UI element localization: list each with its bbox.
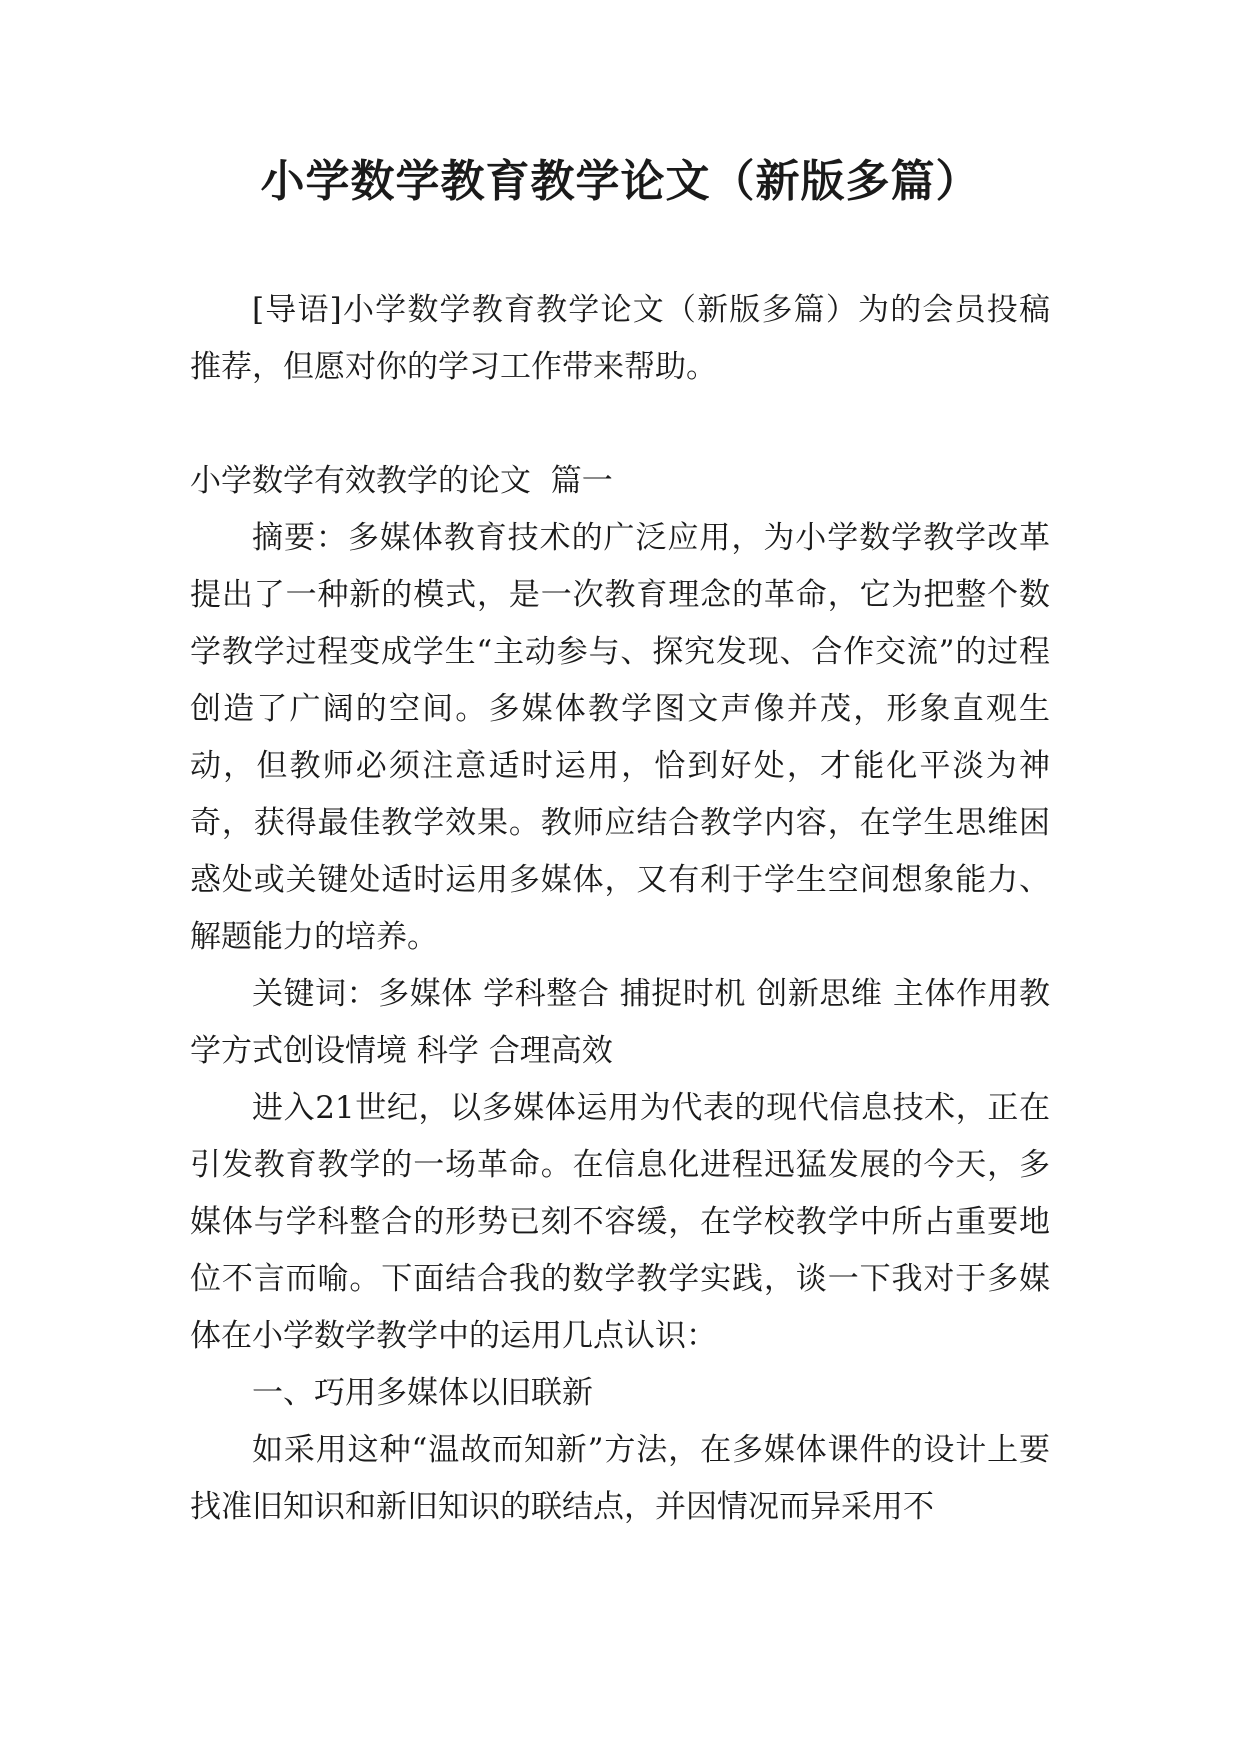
subheading: 一、巧用多媒体以旧联新 <box>252 1375 593 1411</box>
section-heading: 小学数学有效教学的论文 篇一 <box>190 463 613 499</box>
body-paragraph: 进入21世纪，以多媒体运用为代表的现代信息技术，正在引发教育教学的一场革命。在信息化进程迅猛发展的今天，多媒体与学科整合的形势已刻不容缓，在学校教学中所占重要地位不言而喻。下面结合我的数学教学实践，谈一下我对于多媒体在小学数学教学中的运用几点认识： <box>190 1090 1050 1354</box>
intro-paragraph: [导语]小学数学教育教学论文（新版多篇）为的会员投稿推荐，但愿对你的学习工作带来帮助。 <box>190 292 1050 385</box>
document-body <box>190 282 1050 1536</box>
body-paragraph: 如采用这种“温故而知新”方法，在多媒体课件的设计上要找准旧知识和新旧知识的联结点，并因情况而异采用不 <box>190 1432 1050 1525</box>
document-title: 小学数学教育教学论文（新版多篇） <box>260 156 981 207</box>
abstract-paragraph: 摘要：多媒体教育技术的广泛应用，为小学数学教学改革提出了一种新的模式，是一次教育理念的革命，它为把整个数学教学过程变成学生“主动参与、探究发现、合作交流”的过程创造了广阔的空间。多媒体教学图文声像并茂，形象直观生动，但教师必须注意适时运用，恰到好处，才能化平淡为神奇，获得最佳教学效果。教师应结合教学内容，在学生思维困惑处或关键处适时运用多媒体，又有利于学生空间想象能力、解题能力的培养。 <box>190 520 1050 955</box>
keywords-paragraph: 关键词：多媒体 学科整合 捕捉时机 创新思维 主体作用教学方式创设情境 科学 合理高效 <box>190 976 1050 1069</box>
